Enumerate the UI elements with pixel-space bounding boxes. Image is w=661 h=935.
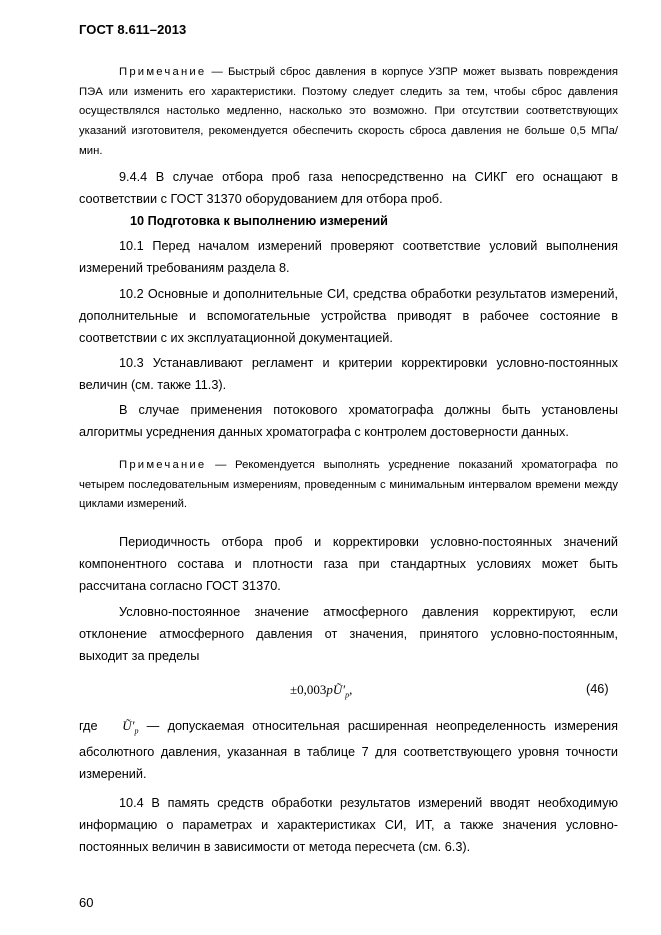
note-1-label: Примечание <box>119 66 207 78</box>
paragraph-where <box>79 715 618 786</box>
formula-var: p <box>326 682 333 697</box>
where-sub: p <box>134 726 139 736</box>
note-2-dash: — <box>206 459 236 471</box>
paragraph-10-3: 10.3 Устанавливают регламент и критерии корректировки условно-постоянных величин (см. также 11.3). <box>79 356 618 392</box>
paragraph-atmospheric: Условно-постоянное значение атмосферного давления корректируют, если отклонение атмосферного давления от значения, принятого условно-постоянным, выходит за пределы <box>79 605 618 663</box>
where-label: где <box>79 719 98 733</box>
note-1 <box>79 63 618 162</box>
formula-prefix: ±0,003 <box>290 682 327 697</box>
section-title-10: 10 Подготовка к выполнению измерений <box>130 214 388 228</box>
note-2-text: Рекомендуется выполнять усреднение показаний хроматографа по четырем последовательным измерениям, проведенным с минимальным интервалом времени между циклами измерений. <box>79 459 619 511</box>
formula-46 <box>290 682 352 700</box>
formula-symbol: Ũ′ <box>332 682 346 697</box>
paragraph-periodicity: Периодичность отбора проб и корректировки условно-постоянных значений компонентного состава и плотности газа при стандартных условиях может быть рассчитана согласно ГОСТ 31370. <box>79 535 618 593</box>
paragraph-10-4: 10.4 В память средств обработки результатов измерений вводят необходимую информацию о параметрах и характеристиках СИ, ИТ, а также значения условно-постоянных величин в зависимости от метода пересчета (см. 6.3). <box>79 796 618 854</box>
formula-suffix: , <box>349 682 353 697</box>
note-1-dash: — <box>206 66 228 78</box>
note-2-label: Примечание <box>119 459 207 471</box>
paragraph-chromatograph: В случае применения потокового хроматографа должны быть установлены алгоритмы усреднения данных хроматографа с контролем достоверности данных. <box>79 403 618 439</box>
equation-number: (46) <box>586 682 609 696</box>
where-text: — допускаемая относительная расширенная неопределенность измерения абсолютного давления, указанная в таблице 7 для соответствующего уровня точности измерений. <box>79 719 618 782</box>
where-symbol: Ũ′ <box>122 718 135 733</box>
paragraph-9-4-4: 9.4.4 В случае отбора проб газа непосредственно на СИКГ его оснащают в соответствии с ГОСТ 31370 оборудованием для отбора проб. <box>79 170 618 206</box>
document-header: ГОСТ 8.611–2013 <box>79 22 187 37</box>
note-2 <box>79 456 618 515</box>
page-number: 60 <box>79 895 94 910</box>
note-1-text: Быстрый сброс давления в корпусе УЗПР может вызвать повреждения ПЭА или изменить его характеристики. Поэтому следует следить за тем, чтобы сброс давления осуществлялся настолько медленно, насколько это возможно. При отсутствии соответствующих указаний изготовителя, рекомендуется обеспечить скорость сброса давления не больше 0,5 МПа/мин. <box>79 66 618 157</box>
paragraph-10-1: 10.1 Перед началом измерений проверяют соответствие условий выполнения измерений требованиям раздела 8. <box>79 239 618 275</box>
paragraph-10-2: 10.2 Основные и дополнительные СИ, средства обработки результатов измерений, дополнительные и вспомогательные устройства приводят в рабочее состояние в соответствии с их эксплуатационной документацией. <box>79 287 618 345</box>
formula-sub: p <box>345 690 350 700</box>
